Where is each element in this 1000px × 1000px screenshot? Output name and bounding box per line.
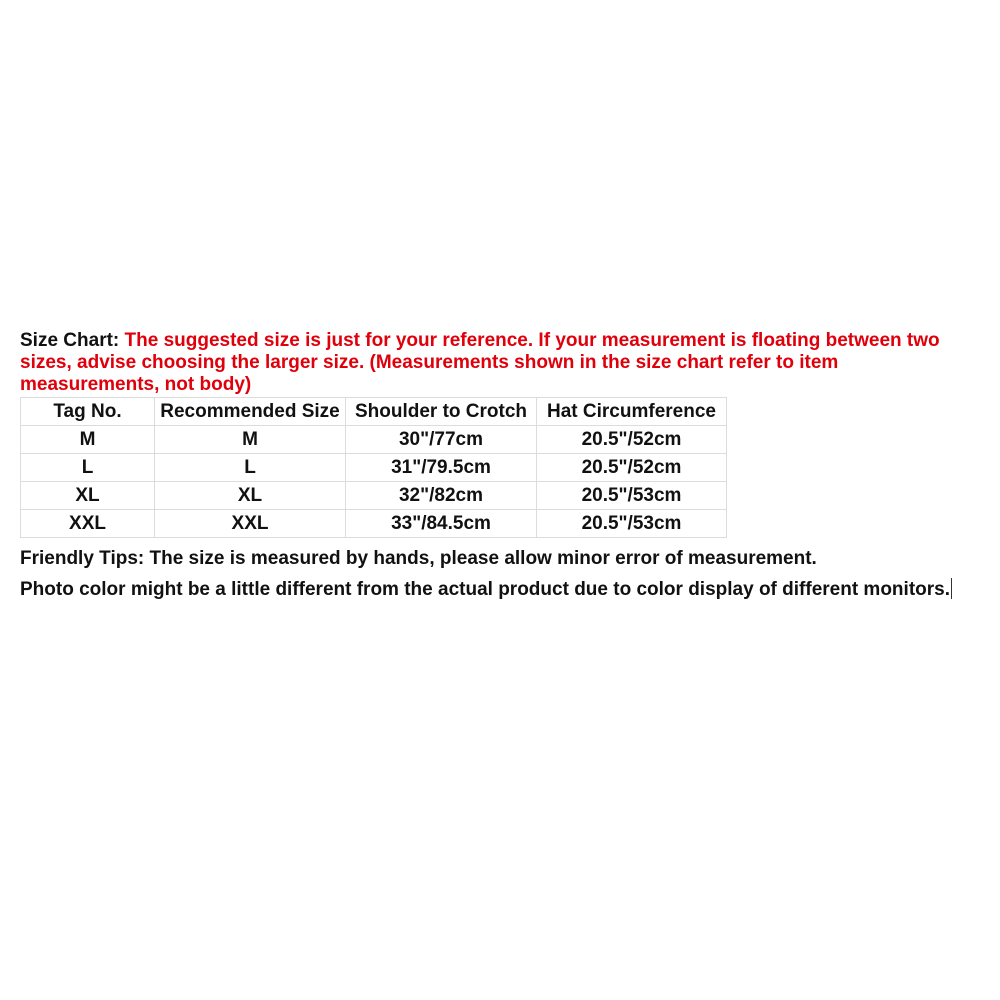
cell-tag-no: L [21,454,155,482]
header-tag-no: Tag No. [21,398,155,426]
friendly-tips: Friendly Tips: The size is measured by hands, please allow minor error of measurement. [20,548,817,569]
header-hat-circumference: Hat Circumference [537,398,727,426]
table-row [21,426,727,454]
cell-hat-circumference: 20.5"/53cm [537,510,727,538]
cell-tag-no: M [21,426,155,454]
table-row [21,454,727,482]
cell-shoulder-to-crotch: 31"/79.5cm [346,454,537,482]
cell-shoulder-to-crotch: 32"/82cm [346,482,537,510]
text-cursor [951,578,952,599]
table-row [21,510,727,538]
size-table [20,397,727,538]
cell-tag-no: XXL [21,510,155,538]
cell-shoulder-to-crotch: 30"/77cm [346,426,537,454]
photo-color-text: Photo color might be a little different from the actual product due to color display of different monitors. [20,579,950,600]
cell-recommended-size: L [155,454,346,482]
cell-recommended-size: XL [155,482,346,510]
table-header-row [21,398,727,426]
cell-hat-circumference: 20.5"/52cm [537,426,727,454]
header-recommended-size: Recommended Size [155,398,346,426]
cell-hat-circumference: 20.5"/53cm [537,482,727,510]
table-row [21,482,727,510]
cell-recommended-size: M [155,426,346,454]
size-chart-document [20,330,980,601]
size-chart-label: Size Chart: [20,330,120,351]
size-reference-notice: The suggested size is just for your reference. If your measurement is floating between two sizes, advise choosing the larger size. (Measurements shown in the size chart refer to item measurements, not body) [20,330,940,395]
photo-color-note[interactable] [20,578,980,601]
cell-tag-no: XL [21,482,155,510]
header-shoulder-to-crotch: Shoulder to Crotch [346,398,537,426]
cell-shoulder-to-crotch: 33"/84.5cm [346,510,537,538]
size-chart-intro [20,330,980,396]
cell-hat-circumference: 20.5"/52cm [537,454,727,482]
cell-recommended-size: XXL [155,510,346,538]
